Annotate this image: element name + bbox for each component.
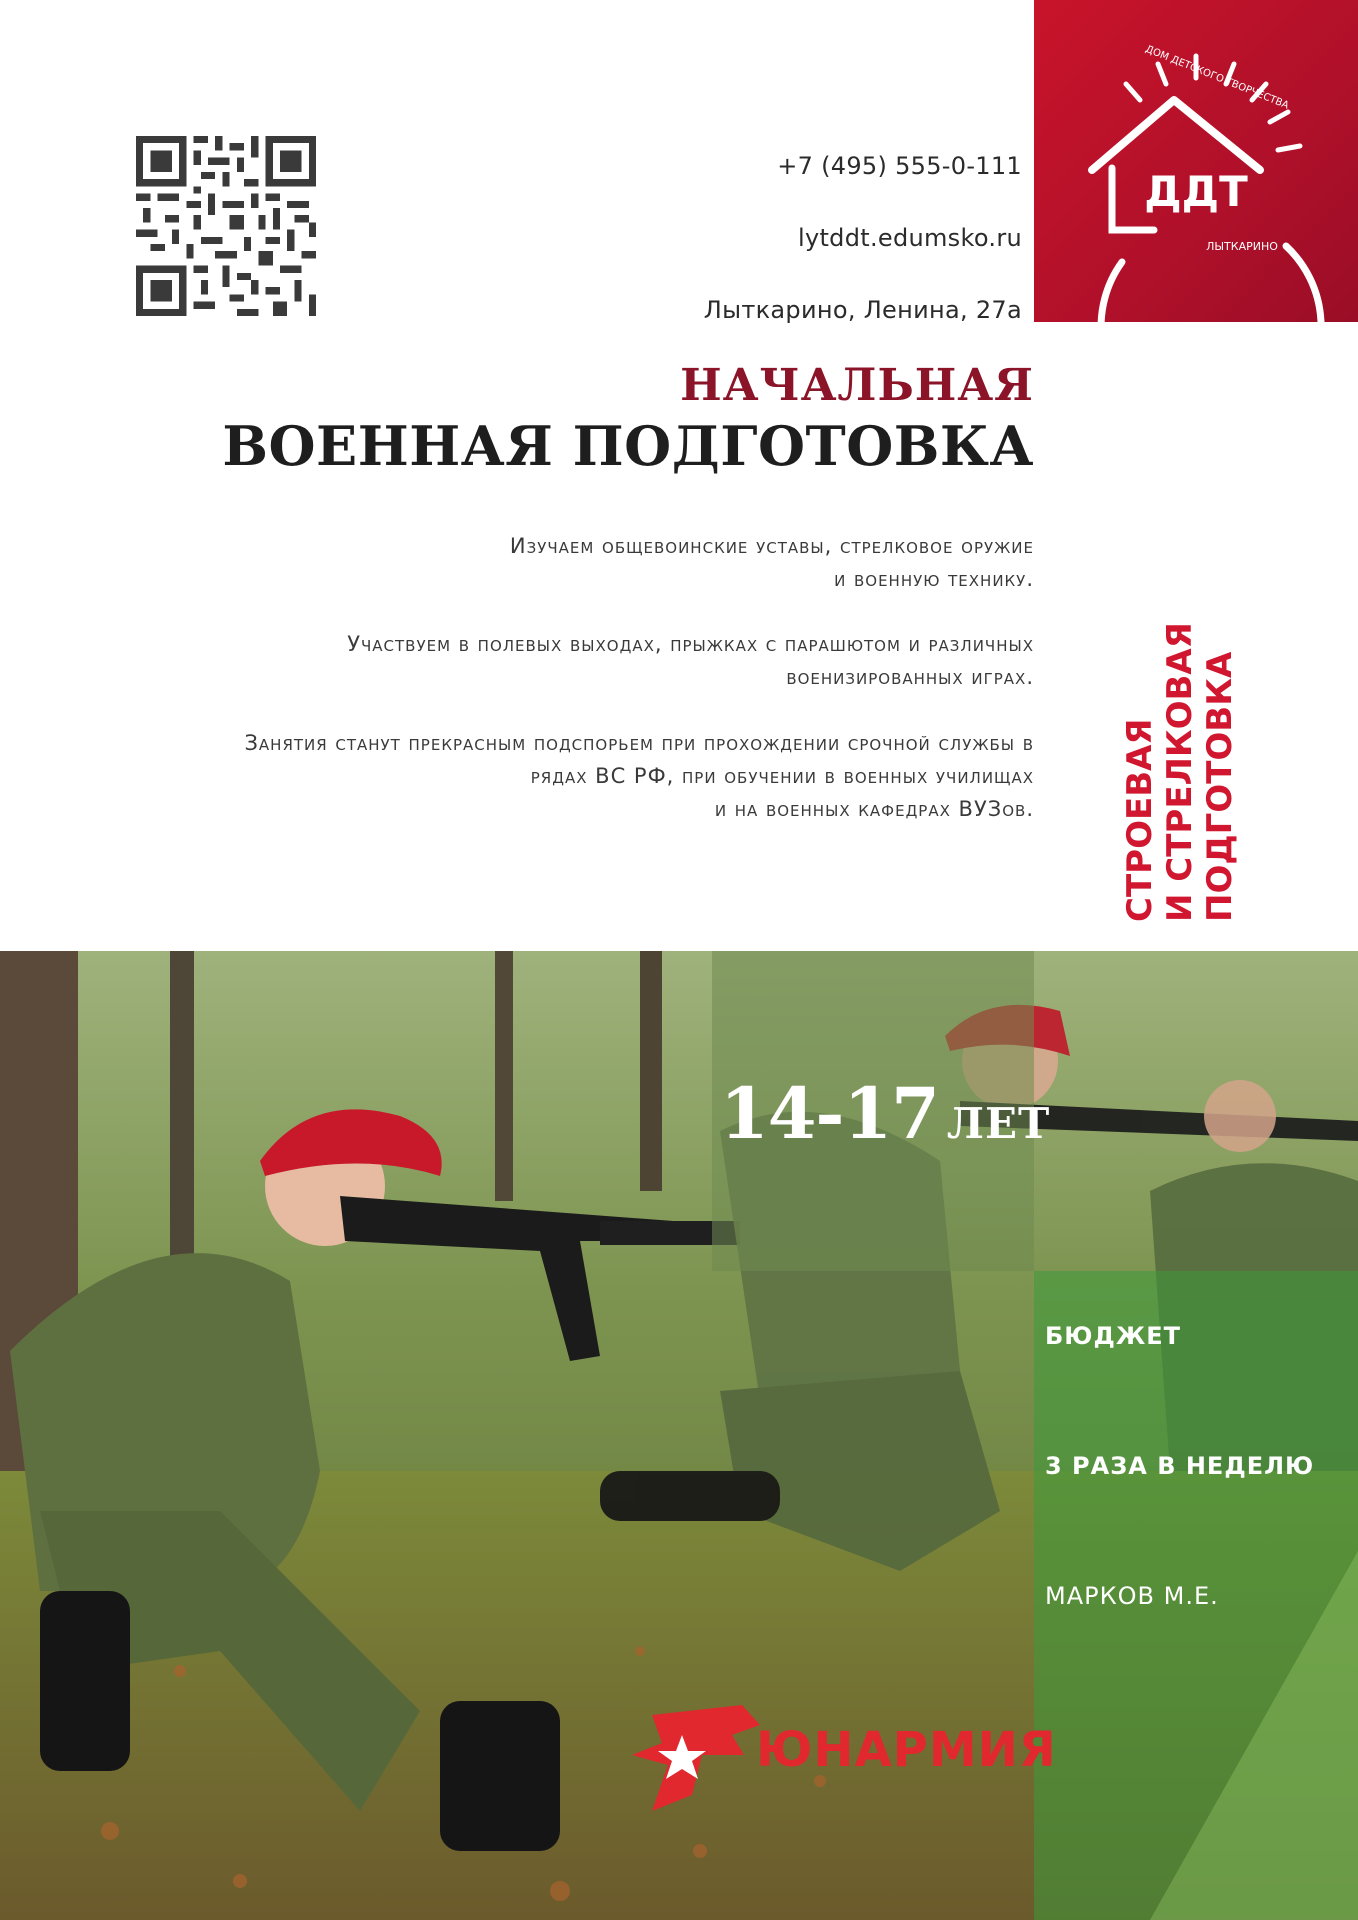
yunarmia-brand-name: ЮНАРМИЯ bbox=[756, 1722, 1057, 1778]
age-value: 14-17 bbox=[720, 1072, 939, 1155]
vertical-title-line: ПОДГОТОВКА bbox=[1200, 651, 1240, 922]
description-paragraph-2 bbox=[134, 628, 1034, 694]
description-line: и на военных кафедрах ВУЗов. bbox=[714, 797, 1034, 821]
description-line: Занятия станут прекрасным подспорьем при прохождении срочной службы в bbox=[244, 731, 1034, 755]
description-line: рядах ВС РФ, при обучении в военных училищах bbox=[530, 764, 1034, 788]
teacher-name: МАРКОВ М.Е. bbox=[1045, 1582, 1219, 1610]
schedule-label: 3 РАЗА В НЕДЕЛЮ bbox=[1045, 1452, 1315, 1480]
description-line: военизированных играх. bbox=[786, 665, 1034, 689]
vertical-title-line: И СТРЕЛКОВАЯ bbox=[1160, 622, 1200, 922]
website-link[interactable]: lytddt.edumsko.ru bbox=[798, 224, 1022, 252]
qr-code-icon bbox=[136, 136, 316, 316]
address: Лыткарино, Ленина, 27а bbox=[703, 296, 1022, 324]
funding-label: БЮДЖЕТ bbox=[1045, 1322, 1181, 1350]
heading-title: ВОЕННАЯ ПОДГОТОВКА bbox=[222, 414, 1034, 478]
vertical-title-line: СТРОЕВАЯ bbox=[1120, 718, 1160, 922]
heading-subtitle: НАЧАЛЬНАЯ bbox=[680, 360, 1034, 411]
logo-abbr: ДДТ bbox=[1144, 167, 1248, 216]
logo-city: ЛЫТКАРИНО bbox=[1206, 240, 1278, 253]
ddt-logo bbox=[1034, 0, 1358, 322]
description-line: Участвуем в полевых выходах, прыжках с парашютом и различных bbox=[347, 632, 1034, 656]
eagle-star-icon bbox=[632, 1695, 760, 1811]
description-paragraph-1 bbox=[134, 530, 1034, 596]
age-suffix: ЛЕТ bbox=[946, 1099, 1051, 1148]
description-line: Изучаем общевоинские уставы, стрелковое оружие bbox=[509, 534, 1034, 558]
logo-arc-text: ДОМ ДЕТСКОГО ТВОРЧЕСТВА bbox=[1143, 43, 1291, 112]
phone-number[interactable]: +7 (495) 555-0-111 bbox=[777, 152, 1022, 180]
ddt-logo-block bbox=[1034, 0, 1358, 322]
age-range bbox=[720, 1072, 1050, 1155]
description-paragraph-3 bbox=[134, 727, 1034, 826]
description-line: и военную технику. bbox=[834, 567, 1034, 591]
vertical-title bbox=[1120, 622, 1240, 922]
